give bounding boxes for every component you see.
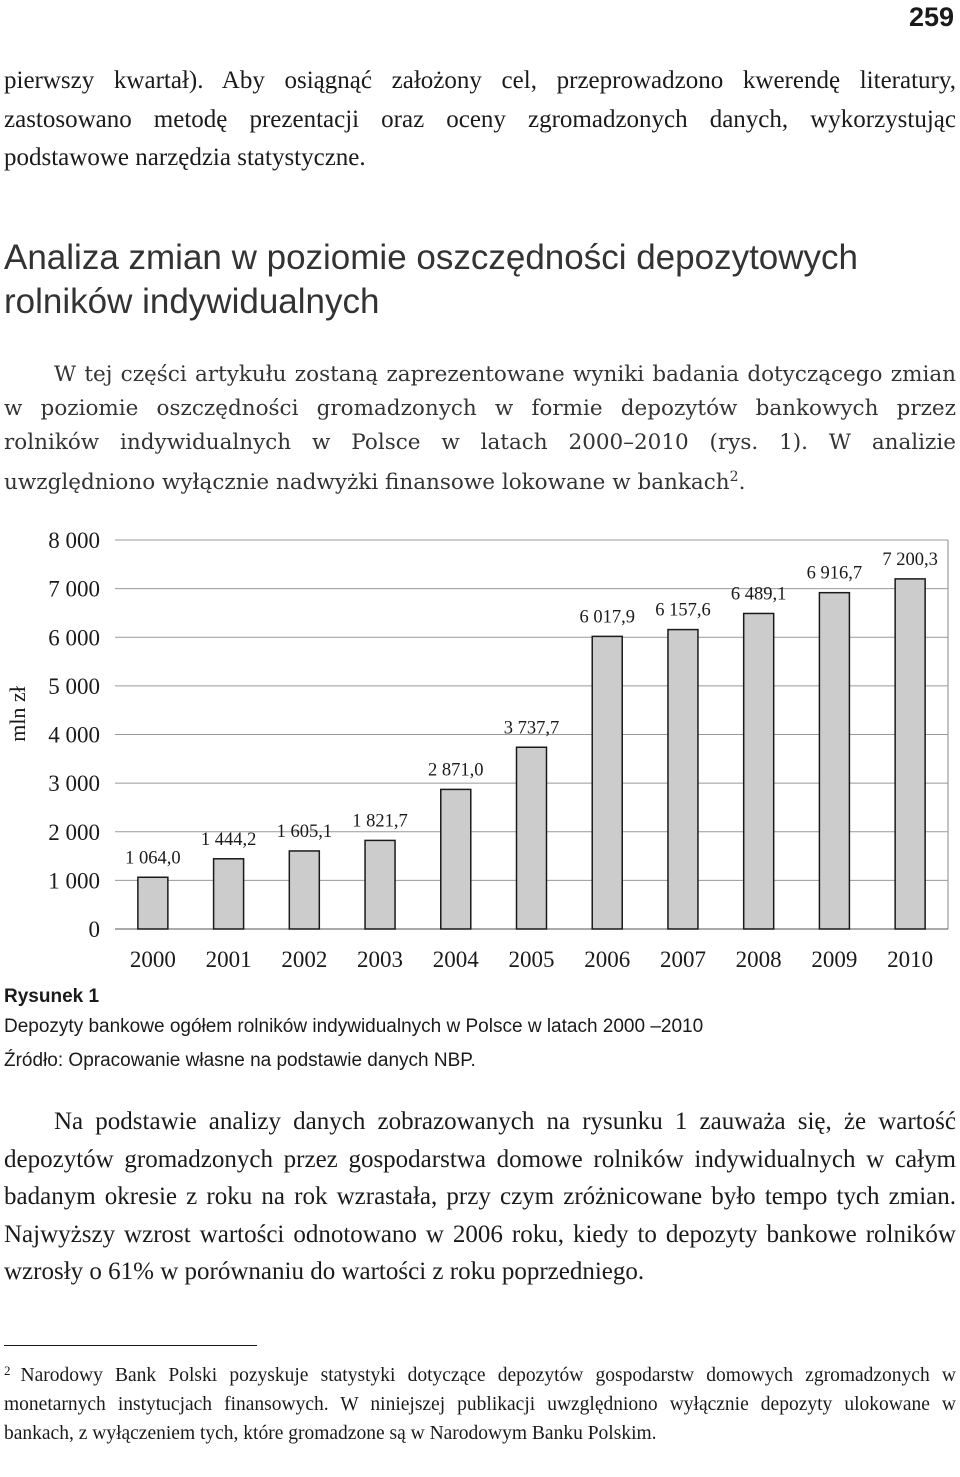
footnote-reference: 2 xyxy=(729,469,739,485)
bar xyxy=(819,593,849,929)
y-tick-label: 8 000 xyxy=(48,528,100,553)
y-tick-label: 4 000 xyxy=(48,722,100,748)
section-paragraph-text: W tej części artykułu zostaną zaprezentowane wyniki badania dotyczącego zmian w poziomie oszczędności gromadzonych w formie depozytów bankowych przez rolników indywidualnych w Polsce w latach 2000–2010 (rys. 1). W analizie uwzględniono wyłącznie nadwyżki finansowe lokowane w bankach xyxy=(4,362,956,496)
bar xyxy=(517,747,547,929)
x-tick-label: 2003 xyxy=(357,947,404,972)
x-tick-label: 2007 xyxy=(659,947,706,972)
data-label: 6 916,7 xyxy=(806,563,863,584)
bar xyxy=(744,613,774,929)
bar xyxy=(138,877,168,929)
page-number: 259 xyxy=(908,2,954,32)
y-tick-label: 2 000 xyxy=(48,819,100,845)
data-label: 6 017,9 xyxy=(579,607,635,628)
section-heading: Analiza zmian w poziomie oszczędności depozytowych rolników indywidualnych xyxy=(4,238,859,321)
x-tick-label: 2000 xyxy=(129,947,176,972)
data-label: 1 605,1 xyxy=(276,821,333,842)
x-tick-label: 2004 xyxy=(432,947,479,972)
y-tick-label: 6 000 xyxy=(48,625,100,651)
body-paragraph: Na podstawie analizy danych zobrazowanych na rysunku 1 zauważa się, że wartość depozytów gromadzonych przez gospodarstwa domowe rolników indywidualnych w całym badanym okresie z roku na rok wzrastała, przy czym zróżnicowane było tempo tych zmian. Najwyższy wzrost wartości odnotowano w 2006 roku, kiedy to depozyty bankowe rolników wzrosły o 61% w porównaniu do wartości z roku poprzedniego. xyxy=(4,1108,956,1285)
section-paragraph: W tej części artykułu zostaną zaprezentowane wyniki badania dotyczącego zmian w poziomie oszczędności gromadzonych w formie depozytów bankowych przez rolników indywidualnych w Polsce w latach 2000–2010 (rys. 1). W analizie uwzględniono wyłącznie nadwyżki finansowe lokowane w bankach$^2$. xyxy=(4,362,956,496)
intro-paragraph: pierwszy kwartał). Aby osiągnąć założony cel, przeprowadzono kwerendę literatury, zastosowano metodę prezentacji oraz oceny zgromadzonych danych, wykorzystując podstawowe narzędzia statystyczne. xyxy=(4,67,956,171)
y-tick-label: 0 xyxy=(88,917,100,942)
data-label: 1 064,0 xyxy=(125,848,181,869)
y-tick-label: 1 000 xyxy=(48,868,100,894)
x-tick-label: 2008 xyxy=(735,947,782,972)
deposits-bar-chart xyxy=(0,518,960,988)
x-tick-label: 2005 xyxy=(508,947,555,972)
bar xyxy=(289,851,319,929)
y-tick-label: 5 000 xyxy=(48,673,100,699)
data-label: 1 821,7 xyxy=(352,811,408,832)
y-axis-label: mln zł xyxy=(5,686,30,742)
data-label: 6 489,1 xyxy=(730,584,787,605)
bar xyxy=(668,630,698,929)
chart-y-ticks xyxy=(48,528,100,942)
chart-bars xyxy=(138,579,925,929)
x-tick-label: 2010 xyxy=(887,947,934,972)
x-tick-label: 2002 xyxy=(281,947,328,972)
footnote-text: Narodowy Bank Polski pozyskuje statystyki dotyczące depozytów gospodarstw domowych zgromadzonych w monetarnych instytucjach finansowych. W niniejszej publikacji uwzględniono wyłącznie depozyty ulokowane w bankach, z wyłączeniem tych, które gromadzone są w Narodowym Banku Polskim. xyxy=(4,1365,956,1444)
figure-caption: Depozyty bankowe ogółem rolników indywidualnych w Polsce w latach 2000 ‒2010 xyxy=(4,1016,704,1037)
figure-label: Rysunek 1 xyxy=(4,986,100,1007)
data-label: 7 200,3 xyxy=(882,549,938,570)
data-label: 3 737,7 xyxy=(503,718,560,739)
chart-x-ticks xyxy=(130,947,933,972)
footnote-number: 2 xyxy=(4,1363,11,1378)
footnote xyxy=(4,1356,956,1448)
bar xyxy=(441,789,471,929)
bar xyxy=(365,840,395,929)
y-tick-label: 3 000 xyxy=(48,771,100,797)
y-tick-label: 7 000 xyxy=(48,576,100,602)
data-label: 6 157,6 xyxy=(655,600,711,621)
data-label: 2 871,0 xyxy=(428,760,484,781)
x-tick-label: 2006 xyxy=(584,947,631,972)
bar xyxy=(214,859,244,929)
bar xyxy=(895,579,925,929)
figure-source: Źródło: Opracowanie własne na podstawie danych NBP. xyxy=(4,1050,476,1071)
footnote-divider xyxy=(4,1345,257,1346)
bar xyxy=(592,636,622,929)
x-tick-label: 2001 xyxy=(205,947,252,972)
x-tick-label: 2009 xyxy=(811,947,858,972)
data-label: 1 444,2 xyxy=(200,829,257,850)
